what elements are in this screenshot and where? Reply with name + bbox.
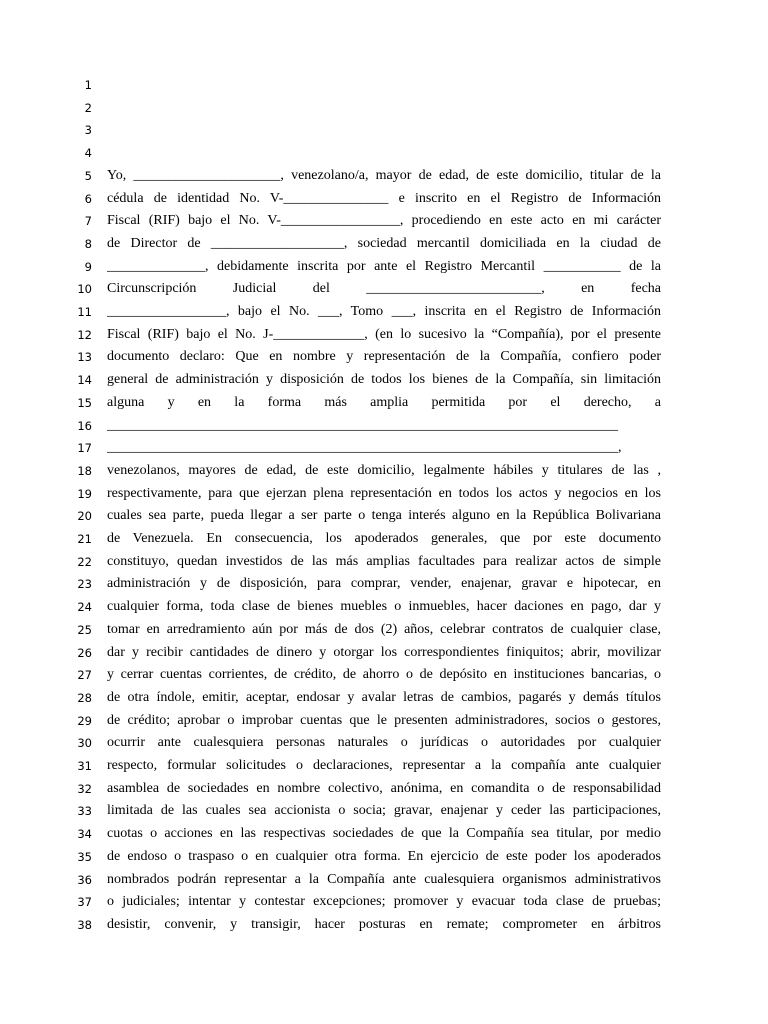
document-line: [0, 188, 768, 211]
line-number: 7: [84, 214, 92, 229]
line-text: alguna y en la forma más amplia permitida por el derecho, a: [107, 394, 661, 410]
line-number: 38: [77, 917, 92, 932]
document-line: [0, 483, 768, 506]
line-number: 17: [77, 441, 92, 456]
line-number: 28: [77, 690, 92, 705]
document-line: [0, 891, 768, 914]
line-text: ocurrir ante cualesquiera personas naturales o jurídicas o autoridades por cualquier: [107, 735, 661, 751]
line-text: constituyo, quedan investidos de las más amplias facultades para realizar actos de simple: [107, 553, 661, 569]
line-number: 3: [84, 123, 92, 138]
line-number: 29: [77, 713, 92, 728]
line-text: o judiciales; intentar y contestar excepciones; promover y evacuar toda clase de pruebas;: [107, 894, 661, 910]
line-number: 9: [84, 259, 92, 274]
line-number: 19: [77, 486, 92, 501]
line-number: 1: [84, 78, 92, 92]
line-number: 36: [77, 872, 92, 887]
document-line: [0, 710, 768, 733]
line-number: 33: [77, 804, 92, 819]
line-text: de otra índole, emitir, aceptar, endosar y avalar letras de cambios, pagarés y demás títulos: [107, 689, 661, 705]
line-number: 6: [84, 191, 92, 206]
document-line: [0, 732, 768, 755]
document-line: [0, 619, 768, 642]
line-text: dar y recibir cantidades de dinero y otorgar los correspondientes finiquitos; abrir, movilizar: [107, 644, 661, 660]
document-line: [0, 823, 768, 846]
line-text: de Venezuela. En consecuencia, los apoderados generales, que por este documento: [107, 531, 661, 546]
line-text: limitada de las cuales sea accionista o socia; gravar, enajenar y ceder las participaciones,: [107, 803, 661, 819]
line-number: 11: [77, 305, 92, 319]
line-number: 15: [77, 395, 92, 410]
document-line: [0, 346, 768, 369]
document-line: [0, 505, 768, 528]
document-line: [0, 664, 768, 687]
line-number: 35: [77, 849, 92, 864]
line-number: 2: [84, 100, 92, 115]
line-text: tomar en arredramiento aún por más de dos (2) años, celebrar contratos de cualquier clase,: [107, 621, 661, 637]
line-number: 16: [77, 418, 92, 433]
line-number: 30: [77, 736, 92, 751]
line-text: [107, 97, 661, 120]
line-text: Yo, _____________________, venezolano/a, mayor de edad, de este domicilio, titular de la: [107, 167, 661, 183]
line-text: _________________________________________________________________________: [107, 417, 618, 433]
line-number: 22: [77, 554, 92, 569]
line-text: cualquier forma, toda clase de bienes muebles o inmuebles, hacer daciones en pago, dar y: [107, 599, 661, 615]
line-text: general de administración y disposición de todos los bienes de la Compañía, sin limitación: [107, 372, 661, 388]
line-text: cuales sea parte, pueda llegar a ser parte o tenga interés alguno en la República Bolivariana: [107, 508, 661, 524]
line-text: cédula de identidad No. V-_______________ e inscrito en el Registro de Información: [107, 190, 661, 206]
line-text: [107, 119, 661, 142]
line-number: 12: [77, 327, 92, 342]
document-line: [0, 573, 768, 596]
line-text: Fiscal (RIF) bajo el No. J-_____________, (en lo sucesivo la “Compañía), por el presente: [107, 326, 661, 342]
line-number: 34: [77, 827, 92, 842]
line-number: 27: [77, 668, 92, 683]
line-text: Circunscripción Judicial del _________________________, en fecha: [107, 281, 661, 297]
line-text: _________________________________________________________________________,: [107, 440, 622, 456]
line-number: 32: [77, 781, 92, 796]
document-line: [0, 142, 768, 165]
document-line: [0, 119, 768, 142]
document-line: [0, 778, 768, 801]
document-line: [0, 687, 768, 710]
document-line: [0, 165, 768, 188]
document-line: [0, 596, 768, 619]
line-number: 8: [84, 236, 92, 251]
line-number: 13: [77, 350, 92, 365]
line-text: de endoso o traspaso o en cualquier otra forma. En ejercicio de este poder los apoderados: [107, 848, 661, 864]
line-text: [107, 142, 661, 165]
line-number: 14: [77, 373, 92, 388]
document-line: [0, 846, 768, 869]
document-line: [0, 74, 768, 97]
document-line: [0, 97, 768, 120]
line-text: nombrados podrán representar a la Compañía ante cualesquiera organismos administrativos: [107, 871, 661, 887]
line-number: 4: [84, 146, 92, 161]
document-line: [0, 278, 768, 301]
line-number: 18: [77, 463, 92, 478]
line-number: 24: [77, 600, 92, 615]
document-line: [0, 642, 768, 665]
line-text: documento declaro: Que en nombre y representación de la Compañía, confiero poder: [107, 349, 661, 365]
line-number: 37: [77, 895, 92, 910]
line-text: respecto, formular solicitudes o declaraciones, representar a la compañía ante cualquier: [107, 758, 661, 773]
document-line: [0, 301, 768, 324]
line-number: 20: [77, 509, 92, 524]
line-number: 23: [77, 577, 92, 592]
line-text: asamblea de sociedades en nombre colectivo, anónima, en comandita o de responsabilidad: [107, 780, 661, 796]
document-line: [0, 869, 768, 892]
line-text: [107, 74, 661, 97]
document-line: [0, 551, 768, 574]
line-text: y cerrar cuentas corrientes, de crédito, de ahorro o de depósito en instituciones bancarias, o: [107, 667, 661, 683]
line-text: Fiscal (RIF) bajo el No. V-_________________, procediendo en este acto en mi carácter: [107, 213, 661, 229]
document-line: [0, 256, 768, 279]
document-line: [0, 528, 768, 551]
document-line: [0, 415, 768, 438]
line-text: cuotas o acciones en las respectivas sociedades de que la Compañía sea titular, por medio: [107, 826, 661, 842]
line-text: ______________, debidamente inscrita por ante el Registro Mercantil ___________ de la: [107, 258, 661, 274]
line-number: 26: [77, 645, 92, 660]
line-text: venezolanos, mayores de edad, de este domicilio, legalmente hábiles y titulares de las ,: [107, 462, 661, 478]
line-text: de Director de ___________________, sociedad mercantil domiciliada en la ciudad de: [107, 235, 661, 251]
line-text: de crédito; aprobar o improbar cuentas que le presenten administradores, socios o gestores,: [107, 712, 661, 728]
line-text: _________________, bajo el No. ___, Tomo ___, inscrita en el Registro de Información: [107, 304, 661, 319]
document-line: [0, 437, 768, 460]
document-line: [0, 324, 768, 347]
line-number: 31: [77, 759, 92, 773]
document-line: [0, 369, 768, 392]
line-number: 5: [84, 168, 92, 183]
document-line: [0, 755, 768, 778]
document-line: [0, 210, 768, 233]
document-line: [0, 392, 768, 415]
line-number: 25: [77, 622, 92, 637]
line-text: respectivamente, para que ejerzan plena representación en todos los actos y negocios en los: [107, 485, 661, 501]
line-number: 21: [77, 532, 92, 546]
line-text: administración y de disposición, para comprar, vender, enajenar, gravar e hipotecar, en: [107, 576, 661, 592]
document-line: [0, 800, 768, 823]
line-text: desistir, convenir, y transigir, hacer posturas en remate; comprometer en árbitros: [107, 916, 661, 932]
document-line: [0, 233, 768, 256]
document-line: [0, 914, 768, 937]
document-line: [0, 460, 768, 483]
line-number: 10: [77, 282, 92, 297]
